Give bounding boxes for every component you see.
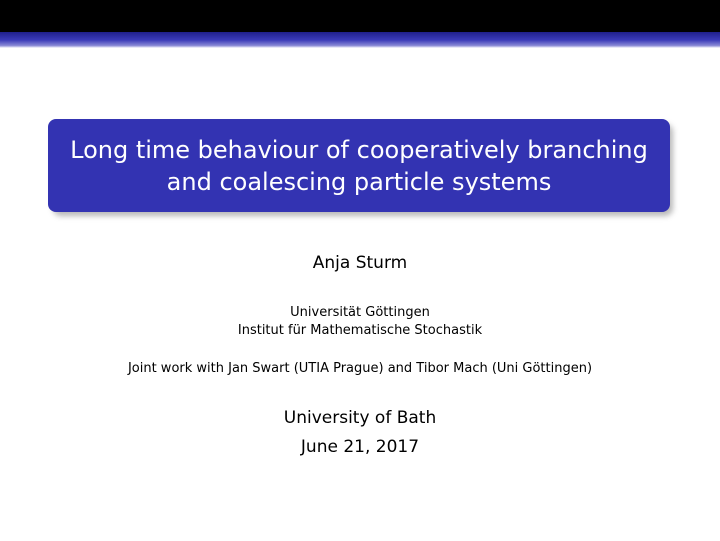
header-bar (0, 0, 720, 32)
affiliation-institute: Institut für Mathematische Stochastik (237, 323, 483, 338)
affiliation-university: Universität Göttingen (290, 305, 430, 320)
author-name: Anja Sturm (312, 253, 408, 273)
title-line-1: Long time behaviour of cooperatively branching (70, 135, 648, 164)
venue: University of Bath (283, 408, 437, 428)
title-line-2: and coalescing particle systems (166, 167, 552, 196)
date: June 21, 2017 (300, 437, 420, 457)
header-band (0, 32, 720, 48)
title-box (48, 119, 670, 212)
joint-work-note: Joint work with Jan Swart (UTIA Prague) and Tibor Mach (Uni Göttingen) (127, 361, 593, 376)
